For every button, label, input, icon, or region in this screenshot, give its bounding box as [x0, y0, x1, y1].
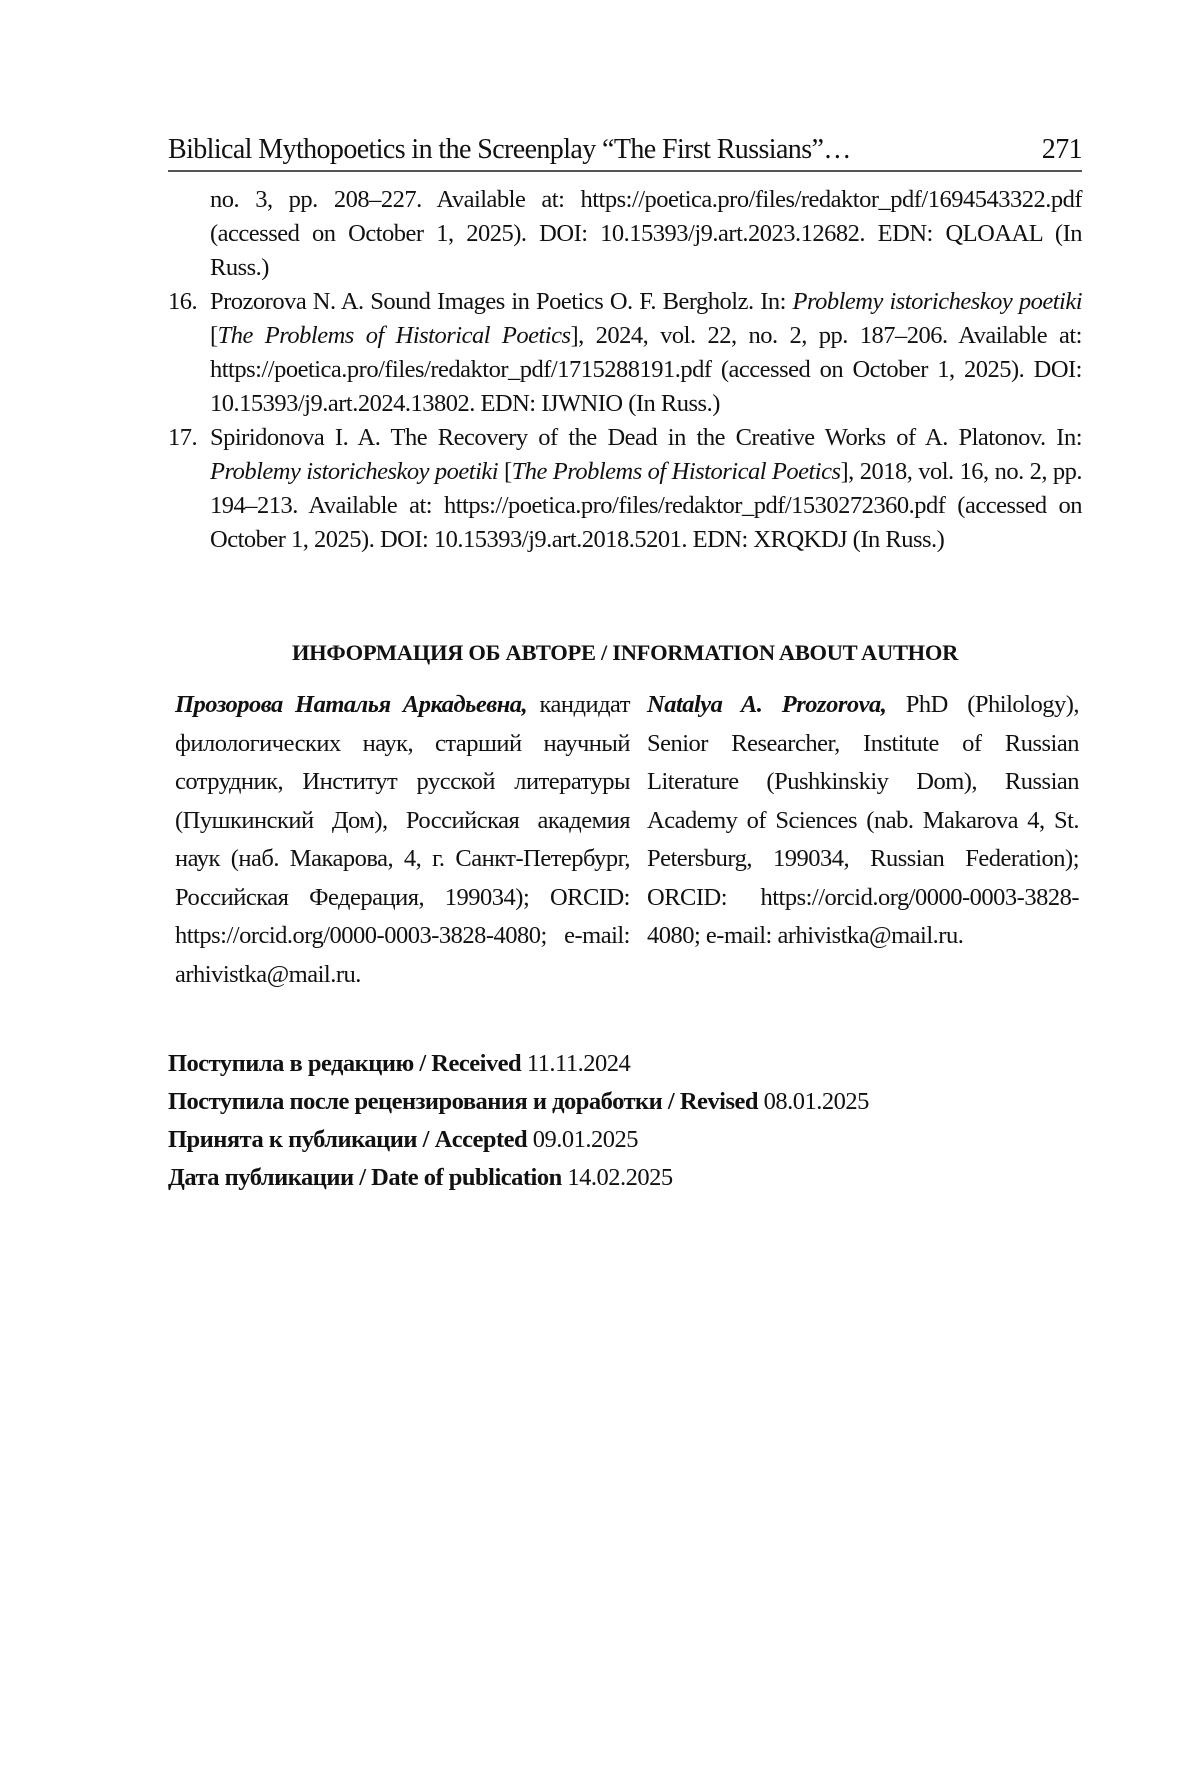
author-info-en	[647, 686, 1079, 956]
reference-number: 17.	[168, 421, 210, 557]
author-info-heading: ИНФОРМАЦИЯ ОБ АВТОРЕ / INFORMATION ABOUT AUTHOR	[168, 640, 1082, 666]
reference-list	[168, 183, 1082, 557]
date-value: 08.01.2025	[764, 1088, 869, 1115]
author-bio-ru: кандидат филологических наук, старший научный сотрудник, Институт русской литературы (Пушкинский Дом), Российская академия наук (наб. Макарова, 4, г. Санкт-Петербург, Российская Федерация, 199034); ORCID: https://orcid.org/0000-0003-3828-4080; e-mail: arhivistka@mail.ru.	[175, 691, 630, 988]
reference-continuation	[168, 183, 1082, 285]
date-label: Принята к публикации / Accepted	[168, 1126, 527, 1153]
running-title: Biblical Mythopoetics in the Screenplay “The First Russians”…	[168, 134, 851, 166]
author-name-ru: Прозорова Наталья Аркадьевна,	[175, 691, 527, 718]
author-name-en: Natalya A. Prozorova,	[647, 691, 886, 718]
date-label: Поступила в редакцию / Received	[168, 1050, 521, 1077]
reference-text: [	[210, 322, 218, 349]
date-label: Дата публикации / Date of publication	[168, 1164, 562, 1191]
date-accepted	[168, 1121, 869, 1159]
running-header	[168, 124, 1082, 172]
publication-dates	[168, 1045, 869, 1197]
date-label: Поступила после рецензирования и доработки / Revised	[168, 1088, 758, 1115]
author-bio-en: PhD (Philology), Senior Researcher, Institute of Russian Literature (Pushkinskiy Dom), Russian Academy of Sciences (nab. Makarova 4, St. Petersburg, 199034, Russian Federation); ORCID: https://orcid.org/0000-0003-3828-4080; e-mail: arhivistka@mail.ru.	[647, 691, 1079, 949]
reference-journal: Problemy istoricheskoy poetiki	[793, 288, 1082, 315]
date-received	[168, 1045, 869, 1083]
reference-text: ], 2018, vol. 16, no. 2, pp. 194–213. Available at: https://poetica.pro/files/redaktor_pdf/1530272360.pdf (accessed on October 1, 2025). DOI: 10.15393/j9.art.2018.5201. EDN: XRQKDJ (In Russ.)	[210, 458, 1082, 553]
reference-text: no. 3, pp. 208–227. Available at: https://poetica.pro/files/redaktor_pdf/1694543322.pdf (accessed on October 1, 2025). DOI: 10.15393/j9.art.2023.12682. EDN: QLOAAL (In Russ.)	[168, 183, 1082, 285]
reference-text: Prozorova N. A. Sound Images in Poetics O. F. Bergholz. In:	[210, 288, 793, 315]
date-value: 14.02.2025	[567, 1164, 672, 1191]
date-value: 11.11.2024	[527, 1050, 630, 1077]
page-number: 271	[1042, 134, 1082, 166]
reference-number: 16.	[168, 285, 210, 421]
author-info-ru	[175, 686, 630, 994]
reference-text: ], 2024, vol. 22, no. 2, pp. 187–206. Available at: https://poetica.pro/files/redaktor_pdf/1715288191.pdf (accessed on October 1, 2025). DOI: 10.15393/j9.art.2024.13802. EDN: IJWNIO (In Russ.)	[210, 322, 1082, 417]
reference-item	[168, 421, 1082, 557]
date-value: 09.01.2025	[533, 1126, 638, 1153]
reference-journal-translation: The Problems of Historical Poetics	[512, 458, 841, 485]
reference-journal-translation: The Problems of Historical Poetics	[218, 322, 571, 349]
reference-item	[168, 285, 1082, 421]
reference-text: [	[498, 458, 512, 485]
reference-text: Spiridonova I. A. The Recovery of the Dead in the Creative Works of A. Platonov. In:	[210, 424, 1082, 451]
reference-journal: Problemy istoricheskoy poetiki	[210, 458, 498, 485]
date-revised	[168, 1083, 869, 1121]
date-published	[168, 1159, 869, 1197]
